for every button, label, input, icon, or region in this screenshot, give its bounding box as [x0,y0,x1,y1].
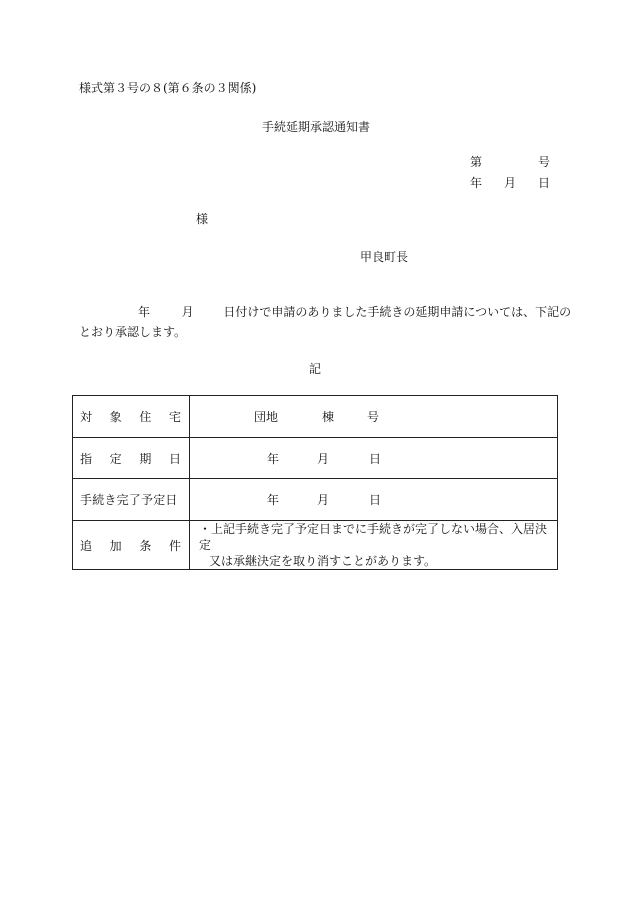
details-table [72,395,558,570]
sender-name: 甲良町長 [360,250,409,264]
label-char: 日 [168,451,181,466]
label-char: 指 [80,451,93,466]
doc-number-suffix: 号 [537,155,550,169]
label-char: 住 [139,410,152,424]
table-row-completion-date [73,479,558,521]
label-cell [73,396,190,438]
issue-date-line [470,177,550,189]
body-text-line-2: とおり承認します。 [79,325,187,339]
building-unit: 棟 [322,410,335,424]
issue-date-year: 年 [470,176,483,190]
value-cell [190,479,558,521]
label-char: 加 [109,538,122,553]
label-cell [73,438,190,479]
form-number: 様式第３号の８(第６条の３関係) [79,81,257,95]
label-char: 定 [109,451,122,466]
label-cell [73,479,190,521]
document-number-line [470,156,550,168]
label-char: 条 [139,538,152,553]
label-cell [73,521,190,570]
body-date-year: 年 [138,305,151,319]
label-char: 象 [109,410,122,424]
date-day-unit: 日 [369,451,382,466]
body-text-line-1 [138,306,571,318]
completion-date-label: 手続き完了予定日 [80,493,178,507]
issue-date-day: 日 [537,176,550,190]
housing-complex-unit: 団地 [254,410,279,424]
additional-condition-text [190,521,557,569]
table-row-designated-date [73,438,558,479]
room-number-unit: 号 [367,410,380,424]
value-cell [190,521,558,570]
condition-line-1: ・上記手続き完了予定日までに手続きが完了しない場合、入居決定 [199,522,548,552]
date-day-unit: 日 [369,493,382,507]
condition-line-2: 又は承継決定を取り消すことがあります。 [209,554,437,568]
issue-date-month: 月 [503,176,516,190]
label-char: 件 [168,538,181,553]
body-text-main: 日付けで申請のありました手続きの延期申請については、下記の [223,305,572,319]
date-month-unit: 月 [317,451,330,466]
date-year-unit: 年 [267,493,280,507]
label-char: 期 [139,451,152,466]
value-cell [190,396,558,438]
addressee-honorific: 様 [196,212,209,226]
table-row-target-housing [73,396,558,438]
record-heading: 記 [309,362,322,376]
date-month-unit: 月 [317,493,330,507]
date-year-unit: 年 [267,451,280,466]
label-char: 宅 [168,410,181,424]
body-date-month: 月 [181,305,194,319]
label-char: 対 [80,410,93,424]
label-char: 追 [80,538,93,553]
doc-number-prefix: 第 [470,155,483,169]
document-title: 手続延期承認通知書 [262,120,371,134]
table-row-additional-conditions [73,521,558,570]
value-cell [190,438,558,479]
